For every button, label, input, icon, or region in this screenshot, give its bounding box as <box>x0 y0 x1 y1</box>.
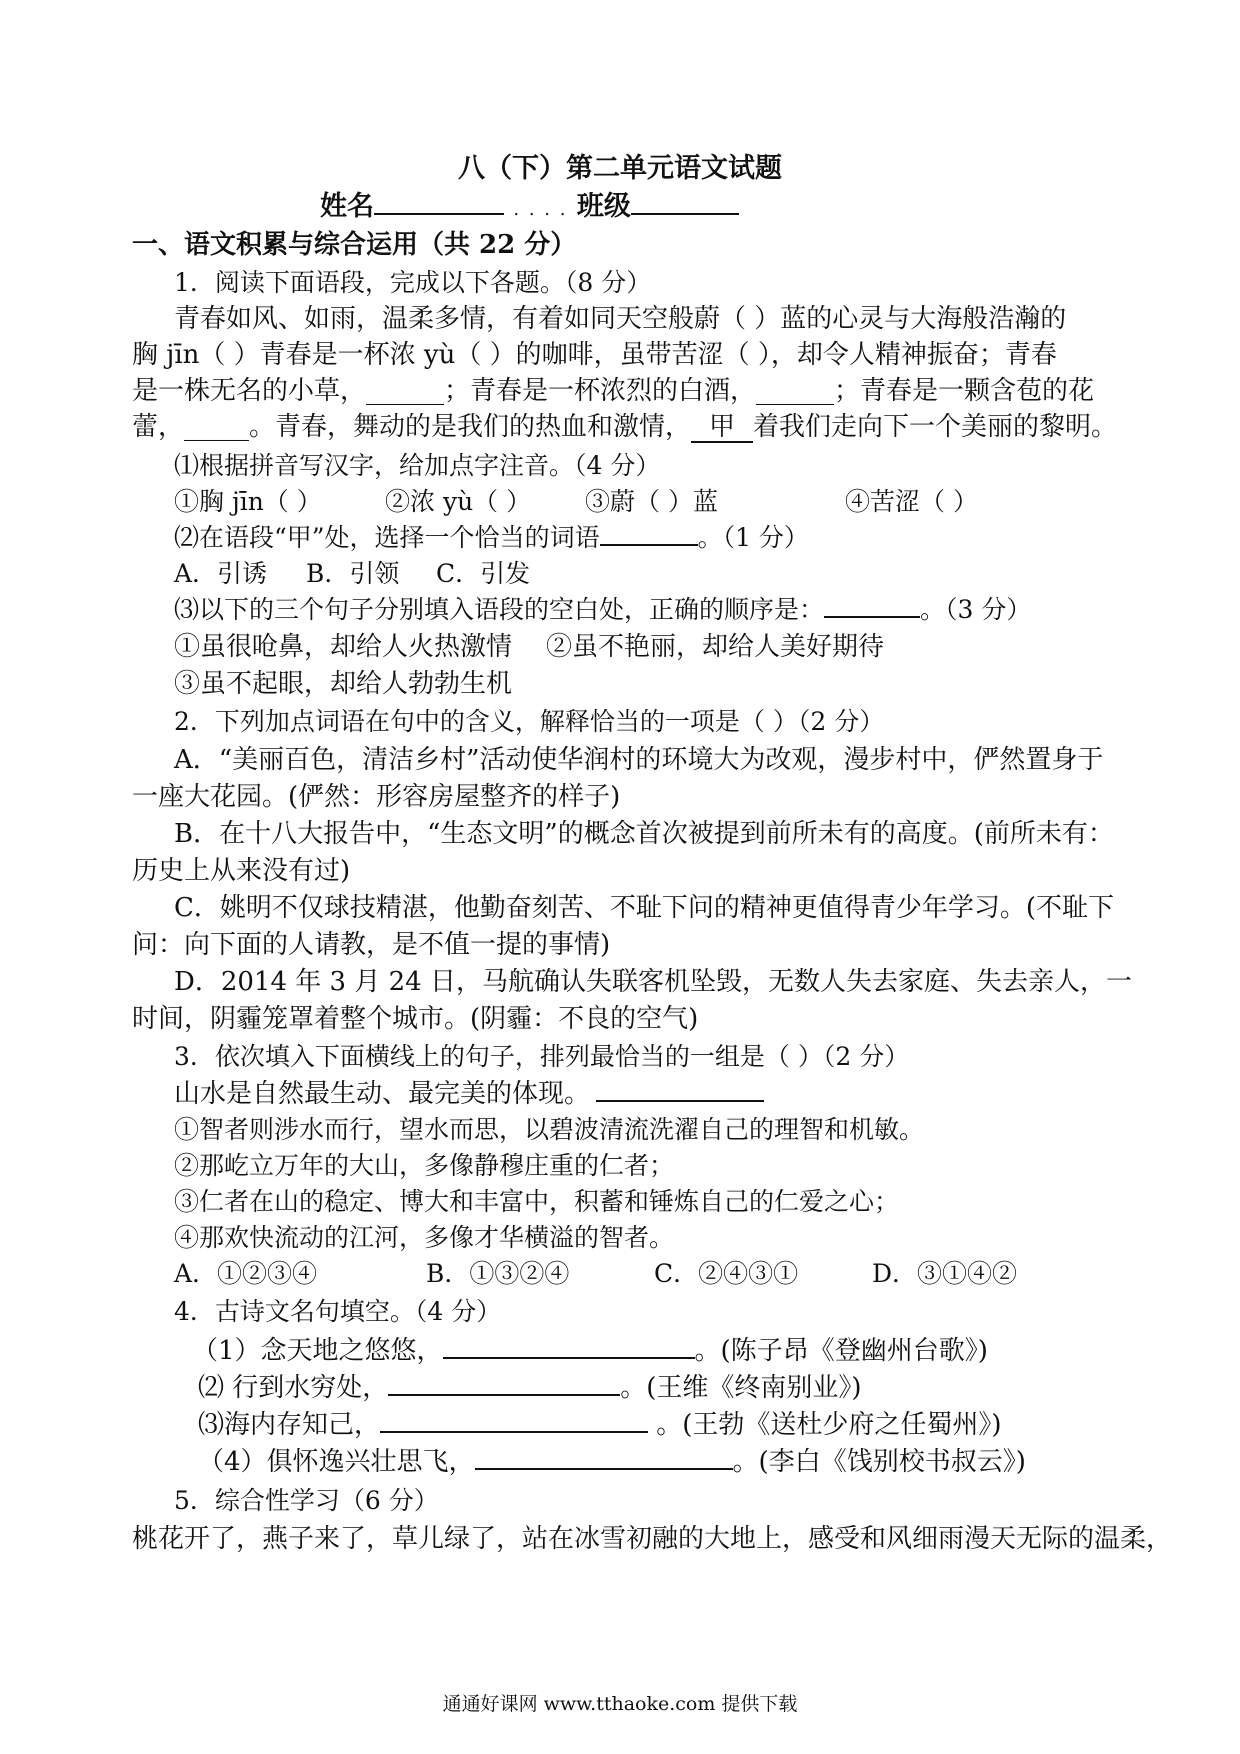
q1-sub1-item-1: ①胸 jīn（ ） <box>174 487 322 516</box>
dot-leader: . . . . <box>513 199 568 220</box>
q2-line-6: 问：向下面的人请教，是不值一提的事情) <box>132 930 611 960</box>
q4-item-1 <box>192 1334 988 1368</box>
q2-line-1: A．“美丽百色，清洁乡村”活动使华润村的环境大为改观，漫步村中，俨然置身于 <box>174 745 1104 775</box>
name-blank <box>374 191 504 215</box>
q1-sub2-option-c: C．引发 <box>436 559 531 588</box>
q1-sub3-item-2: ②虽不艳丽，却给人美好期待 <box>546 632 885 662</box>
q1-sub3-item-3: ③虽不起眼，却给人勃勃生机 <box>174 669 513 699</box>
q3-item-3: ③仁者在山的稳定、博大和丰富中，积蓄和锤炼自己的仁爱之心； <box>174 1187 900 1216</box>
q1-sub3 <box>174 593 1031 627</box>
section-heading: 一、语文积累与综合运用（共 22 分） <box>132 230 577 260</box>
q1-sub2-option-b: B．引领 <box>306 559 400 588</box>
q1-sub2-blank <box>600 522 698 546</box>
name-label: 姓名 <box>320 191 374 222</box>
q4-item-2-post: 。(王维《终南别业》) <box>620 1373 862 1403</box>
q1-passage-line-4-tail: 着我们走向下一个美丽的黎明。 <box>753 412 1118 442</box>
q4-item-4 <box>198 1445 1026 1479</box>
q4-item-4-post: 。(李白《饯别校书叔云》) <box>732 1447 1026 1477</box>
footer-credit: 通通好课网 www.tthaoke.com 提供下载 <box>442 1693 798 1715</box>
q1-sub2 <box>174 521 809 555</box>
q1-sub2-option-a: A．引诱 <box>174 559 268 588</box>
q1-passage-line-1: 青春如风、如雨，温柔多情，有着如同天空般蔚（ ）蓝的心灵与大海般浩瀚的 <box>174 304 1067 334</box>
q4-item-2 <box>198 1371 862 1405</box>
q2-line-8: 时间，阴霾笼罩着整个城市。(阴霾：不良的空气) <box>132 1004 699 1034</box>
q3-option-a: A．①②③④ <box>174 1259 318 1288</box>
q1-sub3-tail: 。（3 分） <box>920 595 1032 624</box>
q3-item-2: ②那屹立万年的大山，多像静穆庄重的仁者； <box>174 1151 675 1180</box>
q4-item-1-blank <box>443 1335 695 1359</box>
q4-item-1-post: 。(陈子昂《登幽州台歌》) <box>694 1336 988 1366</box>
q3-lead-text: 山水是自然最生动、最完美的体现。 <box>174 1079 591 1109</box>
q1-sub3-item-1: ①虽很呛鼻，却给人火热激情 <box>174 632 513 662</box>
q4-item-4-pre: （4）俱怀逸兴壮思飞， <box>198 1447 475 1477</box>
q2-line-4: 历史上从来没有过) <box>132 856 351 886</box>
q1-sub3-text: ⑶以下的三个句子分别填入语段的空白处，正确的顺序是： <box>174 595 825 624</box>
q1-passage-line-2: 胸 jīn（ ）青春是一杯浓 yù（ ）的咖啡，虽带苦涩（ ），却令人精神振奋；青春 <box>132 340 1057 370</box>
q1-sub1-item-4: ④苦涩（ ） <box>845 487 978 516</box>
q1-sub1-item-3: ③蔚（ ）蓝 <box>585 487 718 516</box>
q2-line-7: D．2014 年 3 月 24 日，马航确认失联客机坠毁，无数人失去家庭、失去亲人，一 <box>174 967 1132 997</box>
q4-stem: 4．古诗文名句填空。（4 分） <box>174 1297 502 1326</box>
q1-passage-line-4 <box>132 409 1118 445</box>
q4-item-3-pre: ⑶海内存知己， <box>198 1410 381 1440</box>
q4-item-2-blank <box>388 1372 620 1396</box>
class-blank <box>631 191 739 215</box>
q1-sub2-tail: 。（1 分） <box>697 523 809 552</box>
q1-passage-line-3: 是一株无名的小草，______；青春是一杯浓烈的白酒，______；青春是一颗含苞的花 <box>132 376 1095 406</box>
q5-stem: 5．综合性学习（6 分） <box>174 1486 439 1515</box>
q5-text: 桃花开了，燕子来了，草儿绿了，站在冰雪初融的大地上，感受和风细雨漫天无际的温柔， <box>132 1524 1173 1554</box>
q3-item-1: ①智者则涉水而行，望水而思，以碧波清流洗濯自己的理智和机敏。 <box>174 1115 925 1144</box>
q1-sub3-blank <box>824 594 920 618</box>
q3-stem: 3．依次填入下面横线上的句子，排列最恰当的一组是（ ）（2 分） <box>174 1042 910 1071</box>
q1-sub1-item-2: ②浓 yù（ ） <box>385 487 532 516</box>
q3-option-d: D．③①④② <box>872 1259 1018 1288</box>
q3-option-b: B．①③②④ <box>426 1259 570 1288</box>
q1-sub2-text: ⑵在语段“甲”处，选择一个恰当的词语 <box>174 523 600 552</box>
q2-line-2: 一座大花园。(俨然：形容房屋整齐的样子) <box>132 782 621 812</box>
q4-item-2-pre: ⑵ 行到水穷处， <box>198 1373 389 1403</box>
q3-lead <box>174 1077 764 1111</box>
q2-line-5: C．姚明不仅球技精湛，他勤奋刻苦、不耻下问的精神更值得青少年学习。(不耻下 <box>174 893 1115 923</box>
q4-item-3-blank <box>380 1409 648 1433</box>
class-label: 班级 <box>576 191 631 222</box>
jia-blank: 甲 <box>691 413 753 443</box>
q1-sub1: ⑴根据拼音写汉字，给加点字注音。（4 分） <box>174 451 661 480</box>
q3-item-4: ④那欢快流动的江河，多像才华横溢的智者。 <box>174 1223 675 1252</box>
q2-stem: 2．下列加点词语在句中的含义，解释恰当的一项是（ ）（2 分） <box>174 707 885 736</box>
q3-option-c: C．②④③① <box>654 1259 799 1288</box>
q2-line-3: B．在十八大报告中，“生态文明”的概念首次被提到前所未有的高度。(前所未有： <box>174 819 1114 849</box>
q4-item-3-post: 。(王勃《送杜少府之任蜀州》) <box>648 1410 1002 1440</box>
exam-title: 八（下）第二单元语文试题 <box>458 153 782 184</box>
q4-item-3 <box>198 1408 1002 1442</box>
q1-passage-line-4-text: 蕾，_____。青春，舞动的是我们的热血和激情， <box>132 412 692 442</box>
q4-item-1-pre: （1）念天地之悠悠， <box>192 1336 443 1366</box>
q3-blank <box>596 1078 764 1102</box>
q1-stem: 1．阅读下面语段，完成以下各题。（8 分） <box>174 268 652 297</box>
q4-item-4-blank <box>475 1446 733 1470</box>
name-class-row <box>320 190 739 227</box>
